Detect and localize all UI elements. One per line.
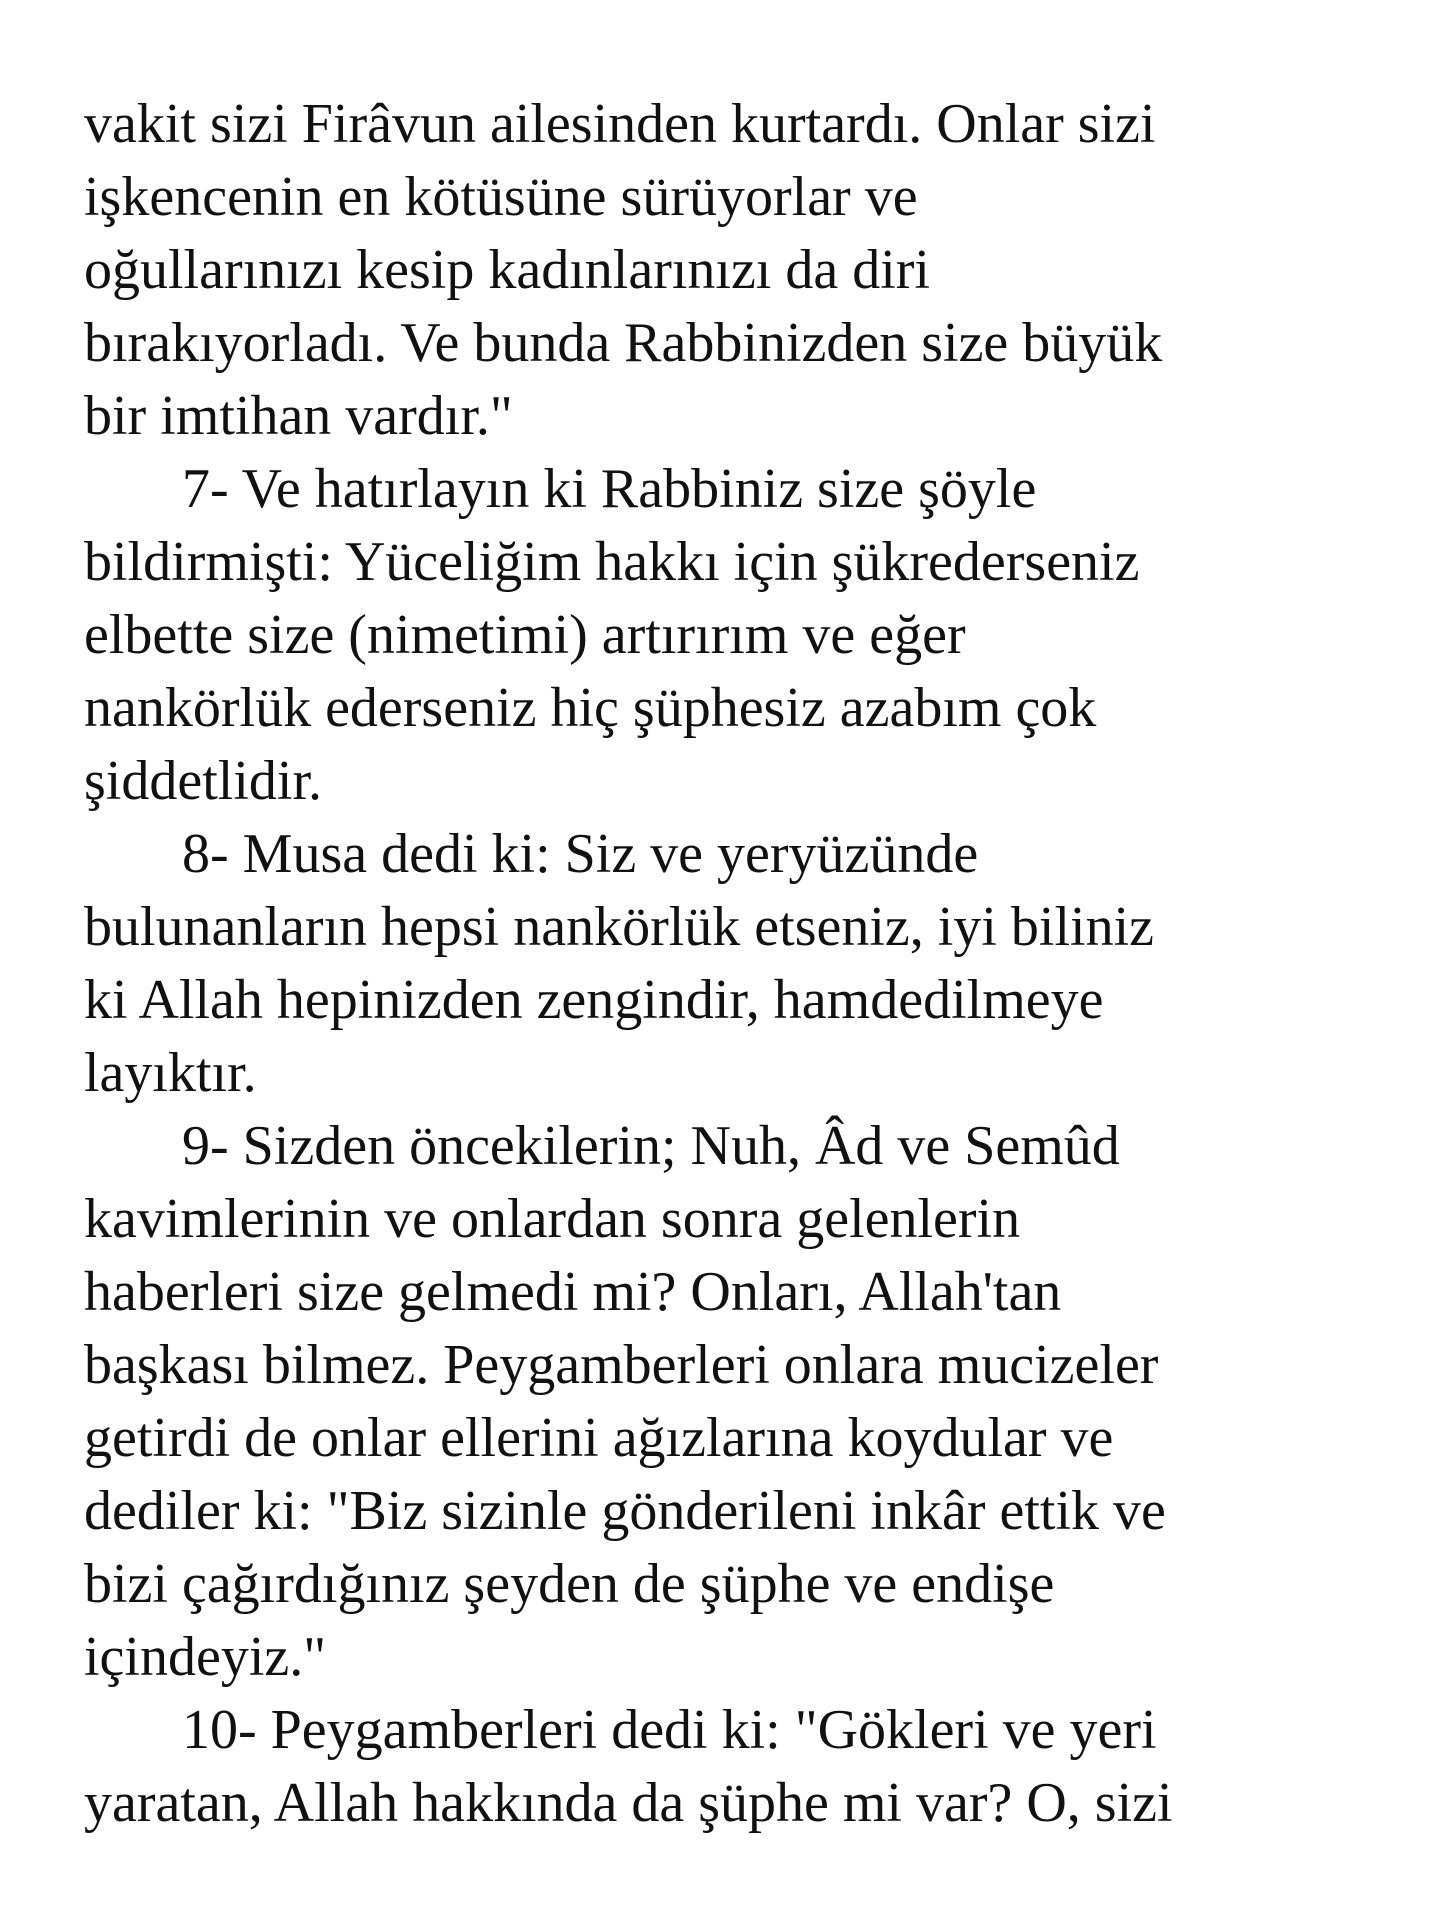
document-page — [84, 88, 1384, 1840]
text-line: ki Allah hepinizden zengindir, hamdedilmeye — [84, 969, 1104, 1031]
verse-7-start: 7- Ve hatırlayın ki Rabbiniz size şöyle — [182, 458, 1037, 520]
text-line: bizi çağırdığınız şeyden de şüphe ve endişe — [84, 1553, 1055, 1615]
text-line: getirdi de onlar ellerini ağızlarına koydular ve — [84, 1407, 1114, 1469]
text-line: bildirmişti: Yüceliğim hakkı için şükrederseniz — [84, 531, 1140, 593]
verse-8-start: 8- Musa dedi ki: Siz ve yeryüzünde — [182, 823, 979, 885]
text-line: vakit sizi Firâvun ailesinden kurtardı. Onlar sizi — [84, 93, 1156, 155]
text-line: başkası bilmez. Peygamberleri onlara mucizeler — [84, 1334, 1159, 1396]
text-line: dediler ki: "Biz sizinle gönderileni inkâr ettik ve — [84, 1480, 1166, 1542]
text-line: bırakıyorladı. Ve bunda Rabbinizden size büyük — [84, 312, 1163, 374]
verse-10-start: 10- Peygamberleri dedi ki: "Gökleri ve yeri — [182, 1699, 1157, 1761]
text-line: şiddetlidir. — [84, 750, 322, 812]
text-line: yaratan, Allah hakkında da şüphe mi var? O, sizi — [84, 1772, 1173, 1834]
text-line: haberleri size gelmedi mi? Onları, Allah'tan — [84, 1261, 1062, 1323]
text-line: içindeyiz." — [84, 1626, 327, 1688]
text-line: işkencenin en kötüsüne sürüyorlar ve — [84, 166, 918, 228]
text-line: nankörlük ederseniz hiç şüphesiz azabım çok — [84, 677, 1097, 739]
text-line: elbette size (nimetimi) artırırım ve eğer — [84, 604, 966, 666]
verse-9-start: 9- Sizden öncekilerin; Nuh, Âd ve Semûd — [182, 1115, 1120, 1177]
text-line: bir imtihan vardır." — [84, 385, 513, 447]
text-line: kavimlerinin ve onlardan sonra gelenlerin — [84, 1188, 1021, 1250]
text-line: bulunanların hepsi nankörlük etseniz, iyi biliniz — [84, 896, 1154, 958]
text-line: layıktır. — [84, 1042, 257, 1104]
text-line: oğullarınızı kesip kadınlarınızı da diri — [84, 239, 930, 301]
